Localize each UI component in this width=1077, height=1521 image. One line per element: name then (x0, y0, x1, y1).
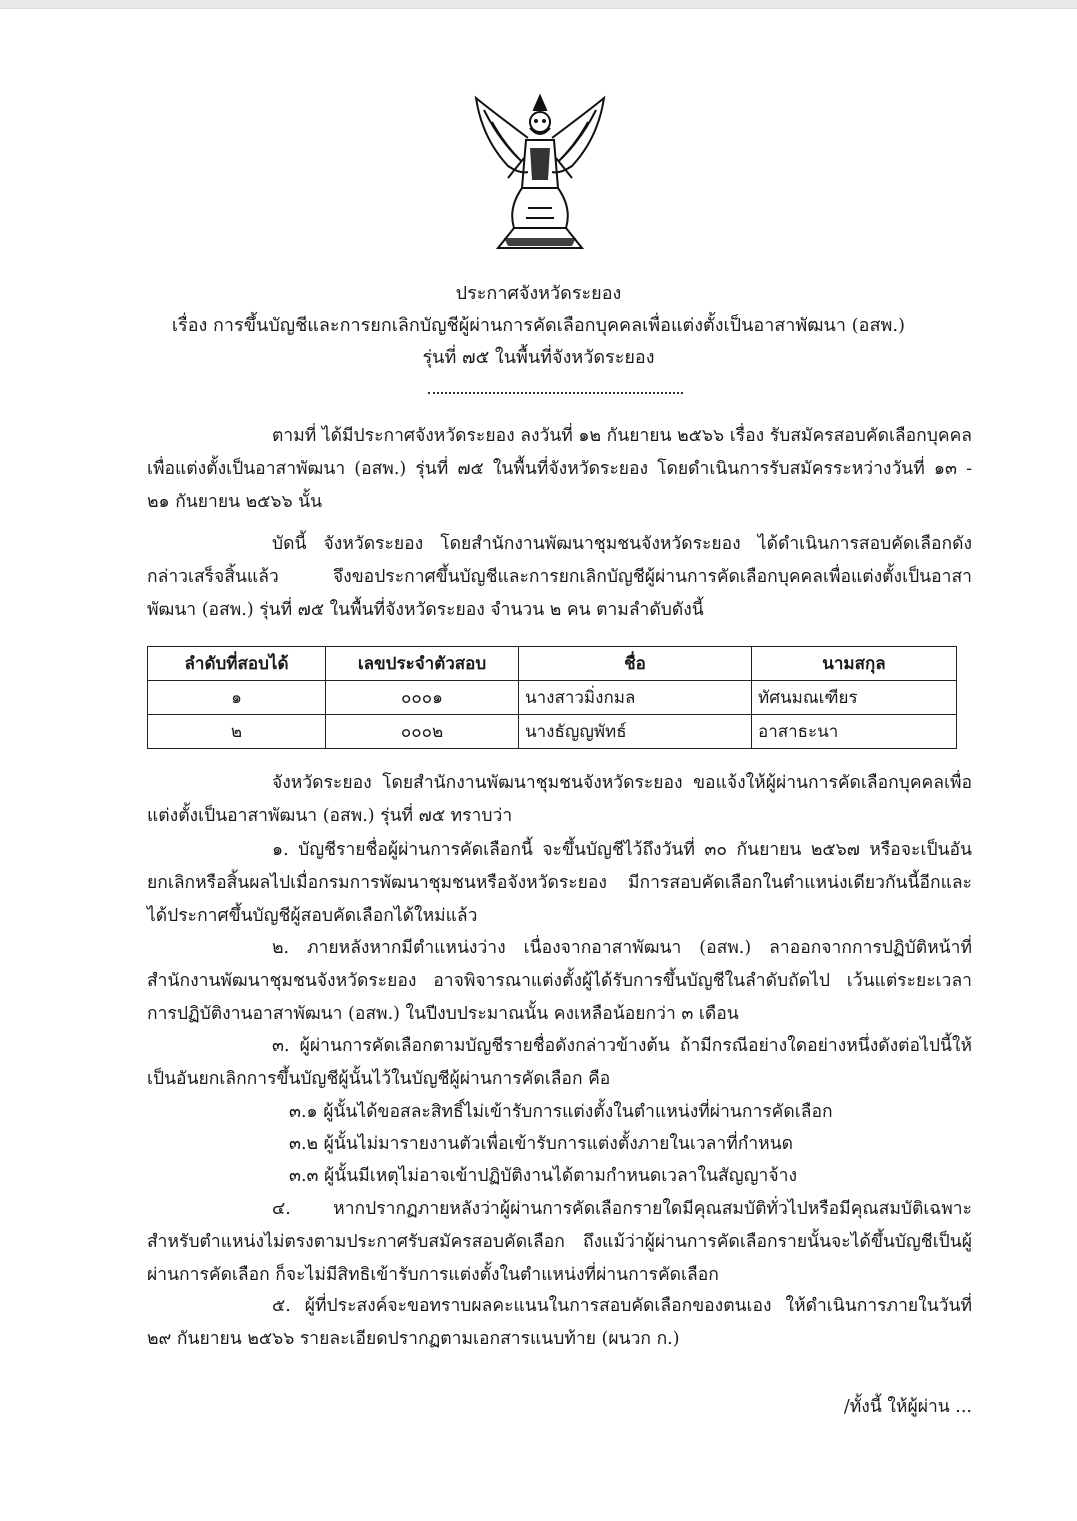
cell-exam-id: ๐๐๐๒ (326, 715, 519, 749)
cell-first-name: นางสาวมิ่งกมล (519, 681, 752, 715)
dotted-divider (428, 392, 683, 394)
header-exam-id: เลขประจำตัวสอบ (326, 647, 519, 681)
cell-last-name: อาสาธะนา (752, 715, 957, 749)
announcement-subject: เรื่อง การขึ้นบัญชีและการยกเลิกบัญชีผู้ผ่านการคัดเลือกบุคคลเพื่อแต่งตั้งเป็นอาสาพัฒนา (อสพ.) (171, 315, 906, 336)
paragraph-result: บัดนี้ จังหวัดระยอง โดยสำนักงานพัฒนาชุมชนจังหวัดระยอง ได้ดำเนินการสอบคัดเลือกดังกล่าวเสร็จสิ้นแล้ว จึงขอประกาศขึ้นบัญชีและการยกเลิกบัญชีผู้ผ่านการคัดเลือกบุคคลเพื่อแต่งตั้งเป็นอาสาพัฒนา (อสพ.) รุ่นที่ ๗๕ ในพื้นที่จังหวัดระยอง จำนวน ๒ คน ตามลำดับดังนี้ (147, 534, 972, 620)
paragraph-intro: ตามที่ ได้มีประกาศจังหวัดระยอง ลงวันที่ ๑๒ กันยายน ๒๕๖๖ เรื่อง รับสมัครสอบคัดเลือกบุคคล เพื่อแต่งตั้งเป็นอาสาพัฒนา (อสพ.) รุ่นที่ ๗๕ ในพื้นที่จังหวัดระยอง โดยดำเนินการรับสมัครระหว่างวันที่ ๑๓ - ๒๑ กันยายน ๒๕๖๖ นั้น (147, 426, 972, 512)
paragraph-notice: จังหวัดระยอง โดยสำนักงานพัฒนาชุมชนจังหวัดระยอง ขอแจ้งให้ผู้ผ่านการคัดเลือกบุคคลเพื่อแต่งตั้งเป็นอาสาพัฒนา (อสพ.) รุ่นที่ ๗๕ ทราบว่า (147, 773, 972, 826)
garuda-emblem-icon (468, 88, 612, 258)
item-3-2: ๓.๒ ผู้นั้นไม่มารายงานตัวเพื่อเข้ารับการแต่งตั้งภายในเวลาที่กำหนด (289, 1134, 794, 1154)
table-row (148, 681, 957, 715)
cell-first-name: นางธัญญพัทธ์ (519, 715, 752, 749)
header-last-name: นามสกุล (752, 647, 957, 681)
header-first-name: ชื่อ (519, 647, 752, 681)
cell-last-name: ทัศนมณเฑียร (752, 681, 957, 715)
top-bar (0, 0, 1077, 9)
item-3: ๓. ผู้ผ่านการคัดเลือกตามบัญชีรายชื่อดังกล่าวข้างต้น ถ้ามีกรณีอย่างใดอย่างหนึ่งดังต่อไปนี้ให้เป็นอันยกเลิกการขึ้นบัญชีผู้นั้นไว้ในบัญชีผู้ผ่านการคัดเลือก คือ (147, 1036, 972, 1089)
header-rank: ลำดับที่สอบได้ (148, 647, 326, 681)
table-header-row (148, 647, 957, 681)
item-5: ๕. ผู้ที่ประสงค์จะขอทราบผลคะแนนในการสอบคัดเลือกของตนเอง ให้ดำเนินการภายในวันที่ ๒๙ กันยายน ๒๕๖๖ รายละเอียดปรากฏตามเอกสารแนบท้าย (ผนวก ก.) (147, 1296, 972, 1349)
announcement-title: ประกาศจังหวัดระยอง (455, 283, 622, 304)
page-continuation: /ทั้งนี้ ให้ผู้ผ่าน ... (843, 1397, 972, 1417)
item-1: ๑. บัญชีรายชื่อผู้ผ่านการคัดเลือกนี้ จะขึ้นบัญชีไว้ถึงวันที่ ๓๐ กันยายน ๒๕๖๗ หรือจะเป็นอันยกเลิกหรือสิ้นผลไปเมื่อกรมการพัฒนาชุมชนหรือจังหวัดระยอง มีการสอบคัดเลือกในตำแหน่งเดียวกันนี้อีกและได้ประกาศขึ้นบัญชีผู้สอบคัดเลือกได้ใหม่แล้ว (147, 840, 972, 926)
item-2: ๒. ภายหลังหากมีตำแหน่งว่าง เนื่องจากอาสาพัฒนา (อสพ.) ลาออกจากการปฏิบัติหน้าที่สำนักงานพัฒนาชุมชนจังหวัดระยอง อาจพิจารณาแต่งตั้งผู้ได้รับการขึ้นบัญชีในลำดับถัดไป เว้นแต่ระยะเวลาการปฏิบัติงานอาสาพัฒนา (อสพ.) ในปีงบประมาณนั้น คงเหลือน้อยกว่า ๓ เดือน (147, 938, 972, 1024)
results-table (147, 646, 957, 749)
cell-rank: ๒ (148, 715, 326, 749)
cell-rank: ๑ (148, 681, 326, 715)
announcement-subject-line2: รุ่นที่ ๗๕ ในพื้นที่จังหวัดระยอง (422, 347, 655, 368)
item-4: ๔. หากปรากฏภายหลังว่าผู้ผ่านการคัดเลือกรายใดมีคุณสมบัติทั่วไปหรือมีคุณสมบัติเฉพาะสำหรับตำแหน่งไม่ตรงตามประกาศรับสมัครสอบคัดเลือก ถึงแม้ว่าผู้ผ่านการคัดเลือกรายนั้นจะได้ขึ้นบัญชีเป็นผู้ผ่านการคัดเลือก ก็จะไม่มีสิทธิเข้ารับการแต่งตั้งในตำแหน่งที่ผ่านการคัดเลือก (147, 1199, 972, 1285)
item-3-1: ๓.๑ ผู้นั้นได้ขอสละสิทธิ์ไม่เข้ารับการแต่งตั้งในตำแหน่งที่ผ่านการคัดเลือก (289, 1102, 833, 1122)
table-row (148, 715, 957, 749)
cell-exam-id: ๐๐๐๑ (326, 681, 519, 715)
item-3-3: ๓.๓ ผู้นั้นมีเหตุไม่อาจเข้าปฏิบัติงานได้ตามกำหนดเวลาในสัญญาจ้าง (289, 1166, 798, 1186)
